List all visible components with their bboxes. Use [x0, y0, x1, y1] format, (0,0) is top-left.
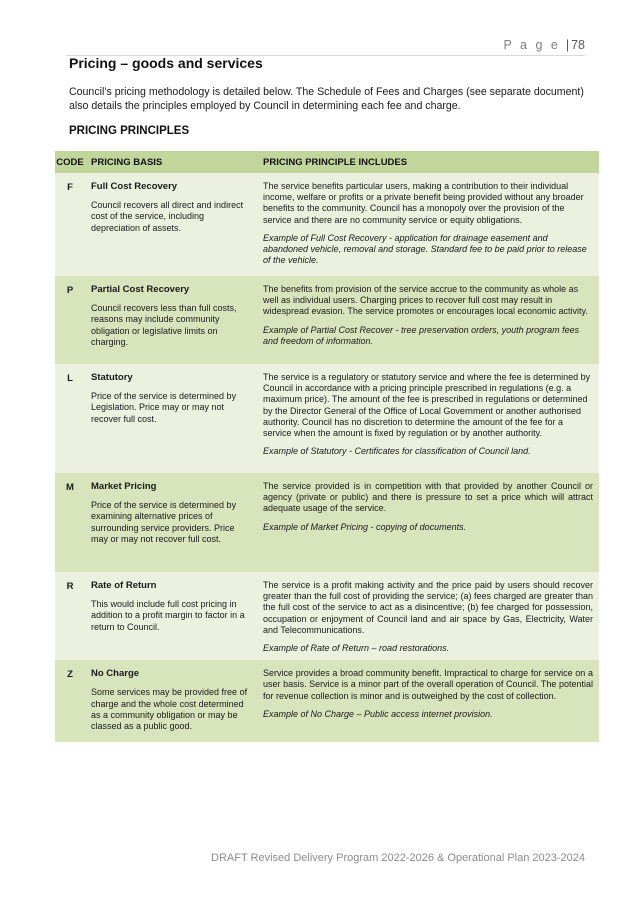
table-row [55, 572, 599, 660]
principle-description: The service provided is in competition with that provided by another Council or agency (private or public) and there is pressure to set a price which will attract adequate usage of the service. [263, 481, 593, 514]
row-basis [85, 473, 257, 572]
page-label: P a g e [503, 38, 561, 52]
row-code: M [55, 473, 85, 572]
row-basis [85, 173, 257, 276]
principle-example: Example of Partial Cost Recover - tree preservation orders, youth program fees and freedom of information. [263, 324, 580, 346]
basis-name: Statutory [91, 372, 133, 383]
principle-example: Example of No Charge – Public access internet provision. [263, 708, 493, 719]
basis-description: Price of the service is determined by examining alternative prices of surrounding service providers. Price may or may not recover full cost. [91, 500, 237, 544]
principle-example: Example of Statutory - Certificates for classification of Council land. [263, 446, 531, 457]
table-row [55, 364, 599, 473]
row-principle [257, 473, 599, 572]
page-separator: | [565, 38, 570, 52]
row-basis [85, 276, 257, 364]
basis-description: Council recovers less than full costs, reasons may include community obligation or legislative limits on charging. [91, 303, 237, 347]
header-pricing-basis: PRICING BASIS [85, 151, 257, 173]
section-title: Pricing – goods and services [69, 55, 263, 71]
header-code: CODE [55, 151, 85, 173]
basis-description: Some services may be provided free of charge and the whole cost determined as a community obligation or may be classed as a public good. [91, 687, 248, 732]
row-basis [85, 364, 257, 473]
principle-description: The benefits from provision of the service accrue to the community as whole as well as individual users. Charging prices to recover full cost may result in widespread evasion. The service promotes or encourages local economic activity. [263, 284, 588, 317]
document-footer: DRAFT Revised Delivery Program 2022-2026 & Operational Plan 2023-2024 [211, 852, 585, 864]
basis-description: Price of the service is determined by Legislation. Price may or may not recover full cost. [91, 391, 237, 424]
table-row [55, 473, 599, 572]
principle-description: The service benefits particular users, making a contribution to their individual income, welfare or profits or a private benefit being provided without any broader benefits to the community. Council has a monopoly over the provision of the service and there are no community service or equity obligations. [263, 181, 584, 225]
table-row [55, 173, 599, 276]
principle-example: Example of Full Cost Recovery - application for drainage easement and abandoned vehicle, removal and storage. Standard fee to be paid prior to release of the vehicle. [263, 232, 587, 266]
basis-description: Council recovers all direct and indirect cost of the service, including depreciation of assets. [91, 200, 244, 233]
basis-name: Rate of Return [91, 580, 157, 591]
basis-name: Market Pricing [91, 481, 157, 492]
row-code: R [55, 572, 85, 660]
row-code: P [55, 276, 85, 364]
basis-name: Partial Cost Recovery [91, 284, 190, 295]
basis-description: This would include full cost pricing in addition to a profit margin to factor in a return to Council. [91, 599, 245, 632]
page-number-value: 78 [571, 38, 585, 52]
header-pricing-principle: PRICING PRINCIPLE INCLUDES [257, 151, 599, 173]
row-principle [257, 660, 599, 742]
row-principle [257, 364, 599, 473]
pricing-principles-heading: PRICING PRINCIPLES [69, 125, 190, 137]
row-code: Z [55, 660, 85, 742]
table-header-row [55, 151, 599, 173]
principle-description: Service provides a broad community benefit. Impractical to charge for service on a user basis. Service is a minor part of the overall operation of Council. The potential for revenue collection is minor and is outweighed by the cost of collection. [263, 668, 593, 701]
row-code: L [55, 364, 85, 473]
basis-name: Full Cost Recovery [91, 181, 178, 192]
intro-paragraph: Council’s pricing methodology is detailed below. The Schedule of Fees and Charges (see separate document) also details the principles employed by Council in determining each fee and charge. [69, 86, 584, 112]
row-code: F [55, 173, 85, 276]
principle-example: Example of Market Pricing - copying of documents. [263, 521, 467, 532]
principle-description: The service is a regulatory or statutory service and where the fee is determined by Council in accordance with a pricing principle prescribed in regulations (e.g. a maximum price). The amount of the fee is prescribed in regulations or determined by the Director General of the Office of Local Government or another authorised authority. Council has no discretion to determine the amount of the fee for a service when the amount is fixed by regulation or by another authority. [263, 372, 591, 439]
page-number [503, 38, 585, 52]
row-principle [257, 276, 599, 364]
pricing-table [55, 151, 599, 742]
table-row [55, 660, 599, 742]
principle-example: Example of Rate of Return – road restorations. [263, 643, 450, 654]
row-basis [85, 572, 257, 660]
row-principle [257, 173, 599, 276]
row-basis [85, 660, 257, 742]
row-principle [257, 572, 599, 660]
table-row [55, 276, 599, 364]
basis-name: No Charge [91, 668, 140, 680]
principle-description: The service is a profit making activity and the price paid by users should recover greater than the full cost of providing the service; (a) fees charged are greater than the full cost of the service to act as a disincentive; (b) fee charged for possession, occupation or enjoyment of Council land and air space by Gas, Electricity, Water and Telecommunications. [263, 580, 593, 635]
